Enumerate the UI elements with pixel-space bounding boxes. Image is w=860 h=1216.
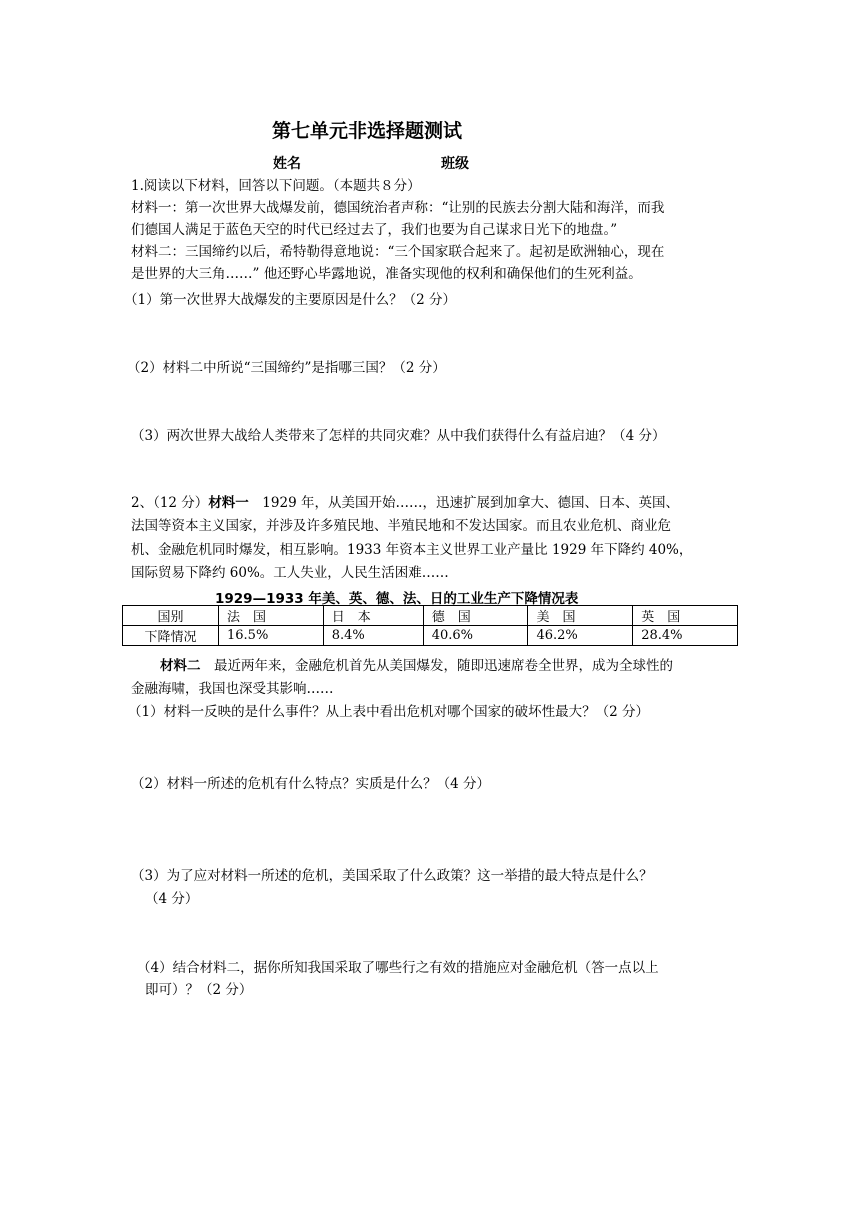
table-header-cell: 美 国: [528, 606, 633, 626]
table-header-cell: 日 本: [323, 606, 423, 626]
industrial-decline-table: [122, 605, 738, 646]
q2-material1-text: 1929 年，从美国开始……，迅速扩展到加拿大、德国、日本、英国、: [248, 495, 679, 511]
q2-material2-line: 金融海啸，我国也深受其影响……: [131, 681, 334, 697]
name-label: 姓名: [273, 156, 301, 172]
q2-sub4-line1: （4）结合材料二，据你所知我国采取了哪些行之有效的措施应对金融危机（答一点以上: [137, 960, 659, 976]
q1-sub3: （3）两次世界大战给人类带来了怎样的共同灾难？从中我们获得什么有益启迪？（4 分）: [131, 428, 666, 444]
q1-material2-line: 材料二：三国缔约以后，希特勒得意地说：“三个国家联合起来了。起初是欧洲轴心，现在: [131, 244, 665, 260]
q1-material1-line: 材料一：第一次世界大战爆发前，德国统治者声称：“让别的民族去分割大陆和海洋，而我: [131, 200, 665, 216]
table-header-cell: 国别: [123, 606, 219, 626]
class-label: 班级: [441, 156, 469, 172]
q2-material1-label: 材料一: [208, 495, 249, 511]
q2-sub3-line1: （3）为了应对材料一所述的危机，美国采取了什么政策？这一举措的最大特点是什么？: [131, 868, 653, 884]
table-header-row: [123, 606, 738, 626]
q2-material2-label: 材料二: [160, 658, 201, 674]
q2-sub2: （2）材料一所述的危机有什么特点？实质是什么？（4 分）: [131, 776, 490, 792]
table-cell: 46.2%: [528, 626, 633, 646]
table-cell: 16.5%: [219, 626, 324, 646]
table-row: [123, 626, 738, 646]
table-header-cell: 德 国: [423, 606, 528, 626]
q2-material1-line: 国际贸易下降约 60%。工人失业，人民生活困难……: [131, 565, 449, 581]
page-title: 第七单元非选择题测试: [272, 120, 463, 142]
q2-number: 2、（12 分）: [131, 495, 209, 511]
q2-material1-line: 机、金融危机同时爆发，相互影响。1933 年资本主义世界工业产量比 1929 年下降约 40%，: [131, 542, 693, 558]
q2-material1-first-line: [131, 493, 679, 513]
q2-sub4-line2: 即可）？（2 分）: [145, 982, 253, 998]
q2-sub1: （1）材料一反映的是什么事件？从上表中看出危机对哪个国家的破坏性最大？（2 分）: [128, 704, 649, 720]
q2-sub3-line2: （4 分）: [145, 891, 199, 907]
table-title: 1929—1933 年美、英、德、法、日的工业生产下降情况表: [215, 591, 579, 607]
q1-material2-line: 是世界的大三角……” 他还野心毕露地说，准备实现他的权利和确保他们的生死利益。: [131, 266, 642, 282]
table-cell: 8.4%: [323, 626, 423, 646]
table-header-cell: 法 国: [219, 606, 324, 626]
table-cell: 28.4%: [633, 626, 738, 646]
q1-sub1: （1）第一次世界大战爆发的主要原因是什么？（2 分）: [124, 292, 456, 308]
q2-material2-first-line: [160, 656, 673, 676]
q1-sub2: （2）材料二中所说“三国缔约”是指哪三国？（2 分）: [127, 360, 446, 376]
table-cell: 下降情况: [123, 626, 219, 646]
table-header-cell: 英 国: [633, 606, 738, 626]
table-cell: 40.6%: [423, 626, 528, 646]
q2-material1-line: 法国等资本主义国家，并涉及许多殖民地、半殖民地和不发达国家。而且农业危机、商业危: [131, 518, 671, 534]
q2-material2-text: 最近两年来，金融危机首先从美国爆发，随即迅速席卷全世界，成为全球性的: [200, 658, 673, 674]
q1-header: 1.阅读以下材料，回答以下问题。（本题共８分）: [131, 178, 421, 194]
q1-material1-line: 们德国人满足于蓝色天空的时代已经过去了，我们也要为自己谋求日光下的地盘。”: [131, 222, 618, 238]
